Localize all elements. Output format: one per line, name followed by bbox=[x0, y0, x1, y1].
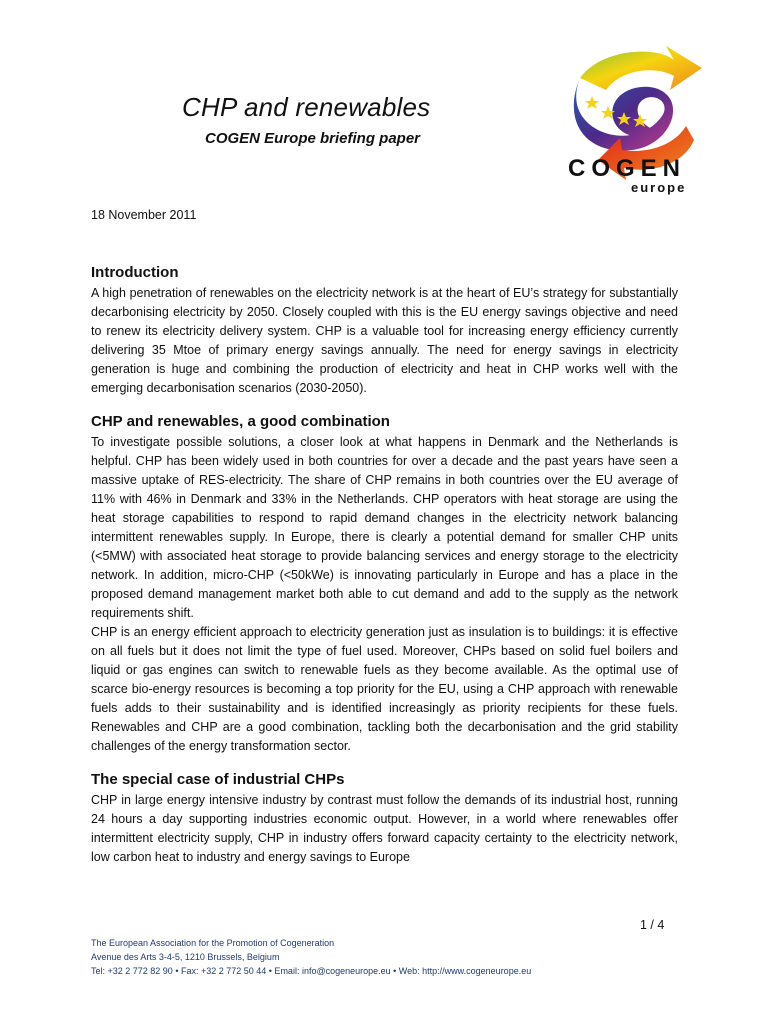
section-introduction bbox=[91, 264, 678, 398]
section-heading: Introduction bbox=[91, 264, 179, 281]
document-subtitle: COGEN Europe briefing paper bbox=[205, 130, 421, 147]
footer-contact: Tel: +32 2 772 82 90 • Fax: +32 2 772 50 44 • Email: info@cogeneurope.eu • Web: http://www.cogeneurope.eu bbox=[91, 966, 532, 976]
paragraph: CHP in large energy intensive industry by contrast must follow the demands of its industrial host, running 24 hours a day supporting industries economic output. However, in a world where renewables offer intermittent electricity supply, CHP in industry offers forward capacity certainty to the electricity network, low carbon heat to industry and energy savings to Europe bbox=[91, 793, 678, 864]
section-chp-and-renewables bbox=[91, 413, 678, 756]
document-title: CHP and renewables bbox=[182, 92, 431, 122]
section-heading: The special case of industrial CHPs bbox=[91, 771, 345, 788]
paragraph: A high penetration of renewables on the electricity network is at the heart of EU’s strategy for substantially decarbonising electricity by 2050. Closely coupled with this is the EU energy savings objective and need to renew its electricity delivery system. CHP is a valuable tool for increasing energy efficiency currently delivering 35 Mtoe of primary energy savings annually. The need for energy savings in electricity generation is huge and combining the production of electricity and heat in CHP works well with the emerging decarbonisation scenarios (2030-2050). bbox=[91, 286, 678, 395]
document-body bbox=[91, 264, 678, 882]
footer-address: Avenue des Arts 3-4-5, 1210 Brussels, Belgium bbox=[91, 952, 280, 962]
footer-organization: The European Association for the Promotion of Cogeneration bbox=[91, 938, 335, 948]
logo-wordmark: COGEN bbox=[568, 155, 687, 182]
document-date: 18 November 2011 bbox=[91, 208, 197, 222]
section-industrial-chps bbox=[91, 771, 678, 867]
paragraph: CHP is an energy efficient approach to electricity generation just as insulation is to buildings: it is effective on all fuels but it does not limit the type of fuel used. Moreover, CHPs based on solid fuel boilers and liquid or gas engines can switch to renewable fuels as they become available. As the optimal use of scarce bio-energy resources is becoming a top priority for the EU, using a CHP approach with renewable fuels adds to their sustainability and is identified increasingly as priority recipients for these fuels. Renewables and CHP are a good combination, tackling both the decarbonisation and the grid stability challenges of the energy transformation sector. bbox=[91, 625, 678, 753]
paragraph: To investigate possible solutions, a closer look at what happens in Denmark and the Netherlands is helpful. CHP has been widely used in both countries for over a decade and the past years have seen a massive uptake of RES-electricity. The share of CHP remains in both countries over the EU average of 11% with 46% in Denmark and 33% in the Netherlands. CHP operators with heat storage are using the heat storage capabilities to respond to rapid demand changes in the electricity network balancing intermittent renewables supply. In Europe, there is clearly a potential demand for smaller CHP units (<5MW) with associated heat storage to provide balancing services and energy storage to the electricity network. In addition, micro-CHP (<50kWe) is innovating particularly in Europe and has a place in the proposed demand management market both able to cut demand and add to the supply as the network requirements shift. bbox=[91, 435, 678, 620]
logo-subword: europe bbox=[631, 180, 687, 195]
section-heading: CHP and renewables, a good combination bbox=[91, 413, 390, 430]
page-number: 1 / 4 bbox=[640, 918, 665, 932]
page-footer bbox=[91, 936, 531, 978]
